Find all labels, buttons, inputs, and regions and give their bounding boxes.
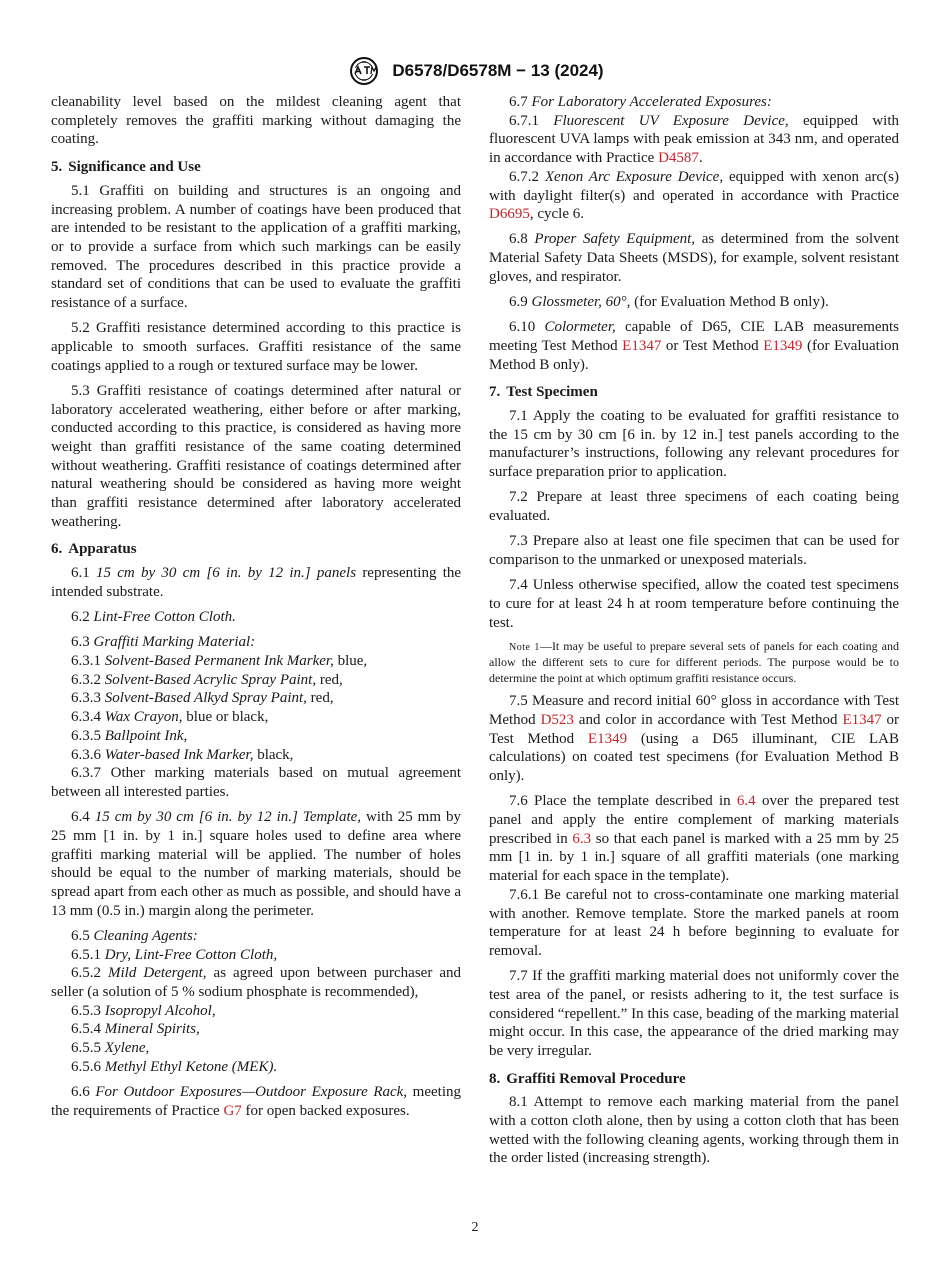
paragraph-7-5: 7.5 Measure and record initial 60° gloss in accordance with Test Method D523 and color in accordance with Test Method E1347 or Test Method E1349 (using a D65 illuminant, CIE LAB calculations) on coated test specimens (for Evaluation Method B only). [489,693,900,785]
paragraph-6-6: 6.6 For Outdoor Exposures—Outdoor Exposure Rack, meeting the requirements of Practice G7 for open backed exposures. [51,1083,461,1119]
paragraph-7-3: 7.3 Prepare also at least one file specimen that can be used for comparison to the unmarked or unexposed materials. [489,533,899,568]
paragraph-5-1: 5.1 Graffiti on building and structures is an ongoing and increasing problem. A number of coatings have been produced that are intended to be resistant to the application of a graffiti marking, or to provide a surface from which such markings can be easily removed. The procedures described in this practice provide a standard set of conditions that can be used to evaluate the graffiti resistance of a surface. [51,182,461,312]
astm-logo-icon [346,56,382,86]
paragraph-6-3-2: 6.3.2 Solvent-Based Acrylic Spray Paint, red, [71,671,343,688]
paragraph-6-2: 6.2 Lint-Free Cotton Cloth. [71,609,236,626]
paragraph-6-8: 6.8 Proper Safety Equipment, as determined from the solvent Material Safety Data Sheets (MSDS), for example, solvent resistant gloves, and respirator. [489,231,900,285]
paragraph-6-5-3: 6.5.3 Isopropyl Alcohol, [71,1002,216,1019]
reference-link-d6695[interactable]: D6695 [489,206,530,223]
paragraph-intro: cleanability level based on the mildest cleaning agent that completely removes the graffiti marking without damaging the coating. [51,94,461,148]
section-heading-5: 5. Significance and Use [51,159,201,176]
left-column [51,93,461,1127]
paragraph-6-7-1: 6.7.1 Fluorescent UV Exposure Device, equipped with fluorescent UVA lamps with peak emission at 343 nm, and operated in accordance with Practice D4587. [489,112,900,167]
paragraph-6-3-4: 6.3.4 Wax Crayon, blue or black, [71,709,269,726]
reference-link-6-3[interactable]: 6.3 [572,830,592,847]
paragraph-6-3-3: 6.3.3 Solvent-Based Alkyd Spray Paint, red, [71,690,334,707]
paragraph-6-5: 6.5 Cleaning Agents: [71,927,198,944]
paragraph-6-5-5: 6.5.5 Xylene, [71,1040,150,1057]
paragraph-6-7-2: 6.7.2 Xenon Arc Exposure Device, equipped with xenon arc(s) with daylight filter(s) and operated in accordance with Practice D6695, cycle 6. [489,168,900,223]
paragraph-7-6: 7.6 Place the template described in 6.4 over the prepared test panel and apply the entire complement of marking materials prescribed in 6.3 so that each panel is marked with a 25 mm by 25 mm [1 in. by 1 in.] square of all graffiti materials (one marking material for each space in the template). [489,793,900,885]
document-designation: D6578/D6578M − 13 (2024) [392,61,604,80]
reference-link-e1349[interactable]: E1349 [587,730,628,747]
paragraph-7-4: 7.4 Unless otherwise specified, allow the coated test specimens to cure for at least 24 h at room temperature before continuing the test. [489,577,899,631]
paragraph-6-3-7: 6.3.7 Other marking materials based on mutual agreement between all interested parties. [51,765,461,800]
reference-link-d4587[interactable]: D4587 [658,150,699,167]
paragraph-7-6-1: 7.6.1 Be careful not to cross-contaminate one marking material with another. Remove template. Store the marked panels at room temperature for at least 24 h before beginning to evaluate for removal. [489,886,899,959]
reference-link-d523[interactable]: D523 [540,711,574,728]
reference-link-e1349[interactable]: E1349 [763,337,803,354]
paragraph-6-4: 6.4 15 cm by 30 cm [6 in. by 12 in.] Template, with 25 mm by 25 mm [1 in. by 1 in.] square holes used to define area where graffiti marking material will be applied. The number of holes should be equal to the number of marking materials, should be spread apart from each other as much as possible, and should have a 13 mm (0.5 in.) margin along the perimeter. [51,809,461,919]
paragraph-6-1: 6.1 15 cm by 30 cm [6 in. by 12 in.] panels representing the intended substrate. [51,565,462,600]
paragraph-6-5-2: 6.5.2 Mild Detergent, as agreed upon between purchaser and seller (a solution of 5 % sodium phosphate is recommended), [51,965,461,1000]
paragraph-6-3-5: 6.3.5 Ballpoint Ink, [71,727,188,744]
paragraph-6-5-4: 6.5.4 Mineral Spirits, [71,1021,200,1038]
section-heading-7: 7. Test Specimen [489,384,598,401]
page-number: 2 [471,1220,479,1235]
section-heading-6: 6. Apparatus [51,541,137,558]
paragraph-7-1: 7.1 Apply the coating to be evaluated for graffiti resistance to the 15 cm by 30 cm [6 in. by 12 in.] test panels according to the manufacturer’s instructions, following any relevant procedures for surface preparation prior to application. [489,408,899,481]
section-heading-8: 8. Graffiti Removal Procedure [489,1070,686,1087]
paragraph-6-3-6: 6.3.6 Water-based Ink Marker, black, [71,746,294,763]
paragraph-5-2: 5.2 Graffiti resistance determined according to this practice is applicable to smooth surfaces. Graffiti resistance of the same coatings applied to a rough or textured surface may be lower. [51,320,461,374]
note-1: Note 1—It may be useful to prepare several sets of panels for each coating and allow the different sets to cure for different periods. The purpose would be to determine the point at which optimum graffiti resistance occurs. [489,638,899,685]
paragraph-6-3-1: 6.3.1 Solvent-Based Permanent Ink Marker, blue, [71,652,368,669]
reference-link-e1347[interactable]: E1347 [622,337,662,354]
paragraph-6-7: 6.7 For Laboratory Accelerated Exposures: [509,94,772,110]
reference-link-e1347[interactable]: E1347 [842,711,882,728]
paragraph-7-2: 7.2 Prepare at least three specimens of each coating being evaluated. [489,489,899,525]
paragraph-5-3: 5.3 Graffiti resistance of coatings determined after natural or laboratory accelerated weathering, either before or after marking, conducted according to this practice, is considered as having more weight than graffiti resistance of the same coating determined without weathering. Graffiti resistance of coatings determined after natural weathering should be considered as having more weight than graffiti resistance determined after laboratory accelerated weathering. [51,382,461,530]
reference-link-6-4[interactable]: 6.4 [736,793,756,810]
paragraph-6-5-6: 6.5.6 Methyl Ethyl Ketone (MEK). [71,1058,278,1075]
paragraph-8-1: 8.1 Attempt to remove each marking material from the panel with a cotton cloth alone, then by using a cotton cloth that has been wetted with the following cleaning agents, working through them in the order listed (increasing strength). [489,1094,899,1167]
paragraph-6-10: 6.10 Colormeter, capable of D65, CIE LAB measurements meeting Test Method E1347 or Test Method E1349 (for Evaluation Method B only). [489,319,900,373]
paragraph-6-9: 6.9 Glossmeter, 60°, (for Evaluation Method B only). [509,294,829,311]
paragraph-7-7: 7.7 If the graffiti marking material does not uniformly cover the test area of the panel, or resists adhering to it, the test surface is considered “repellent.” In this case, beading of the marking material might occur. In this case, the appearance of the dried marking may be very irregular. [489,968,899,1059]
right-column [489,93,899,1175]
page-header [0,56,950,86]
paragraph-6-3: 6.3 Graffiti Marking Material: [71,634,256,651]
paragraph-6-5-1: 6.5.1 Dry, Lint-Free Cotton Cloth, [71,946,278,963]
reference-link-g7[interactable]: G7 [223,1102,242,1119]
